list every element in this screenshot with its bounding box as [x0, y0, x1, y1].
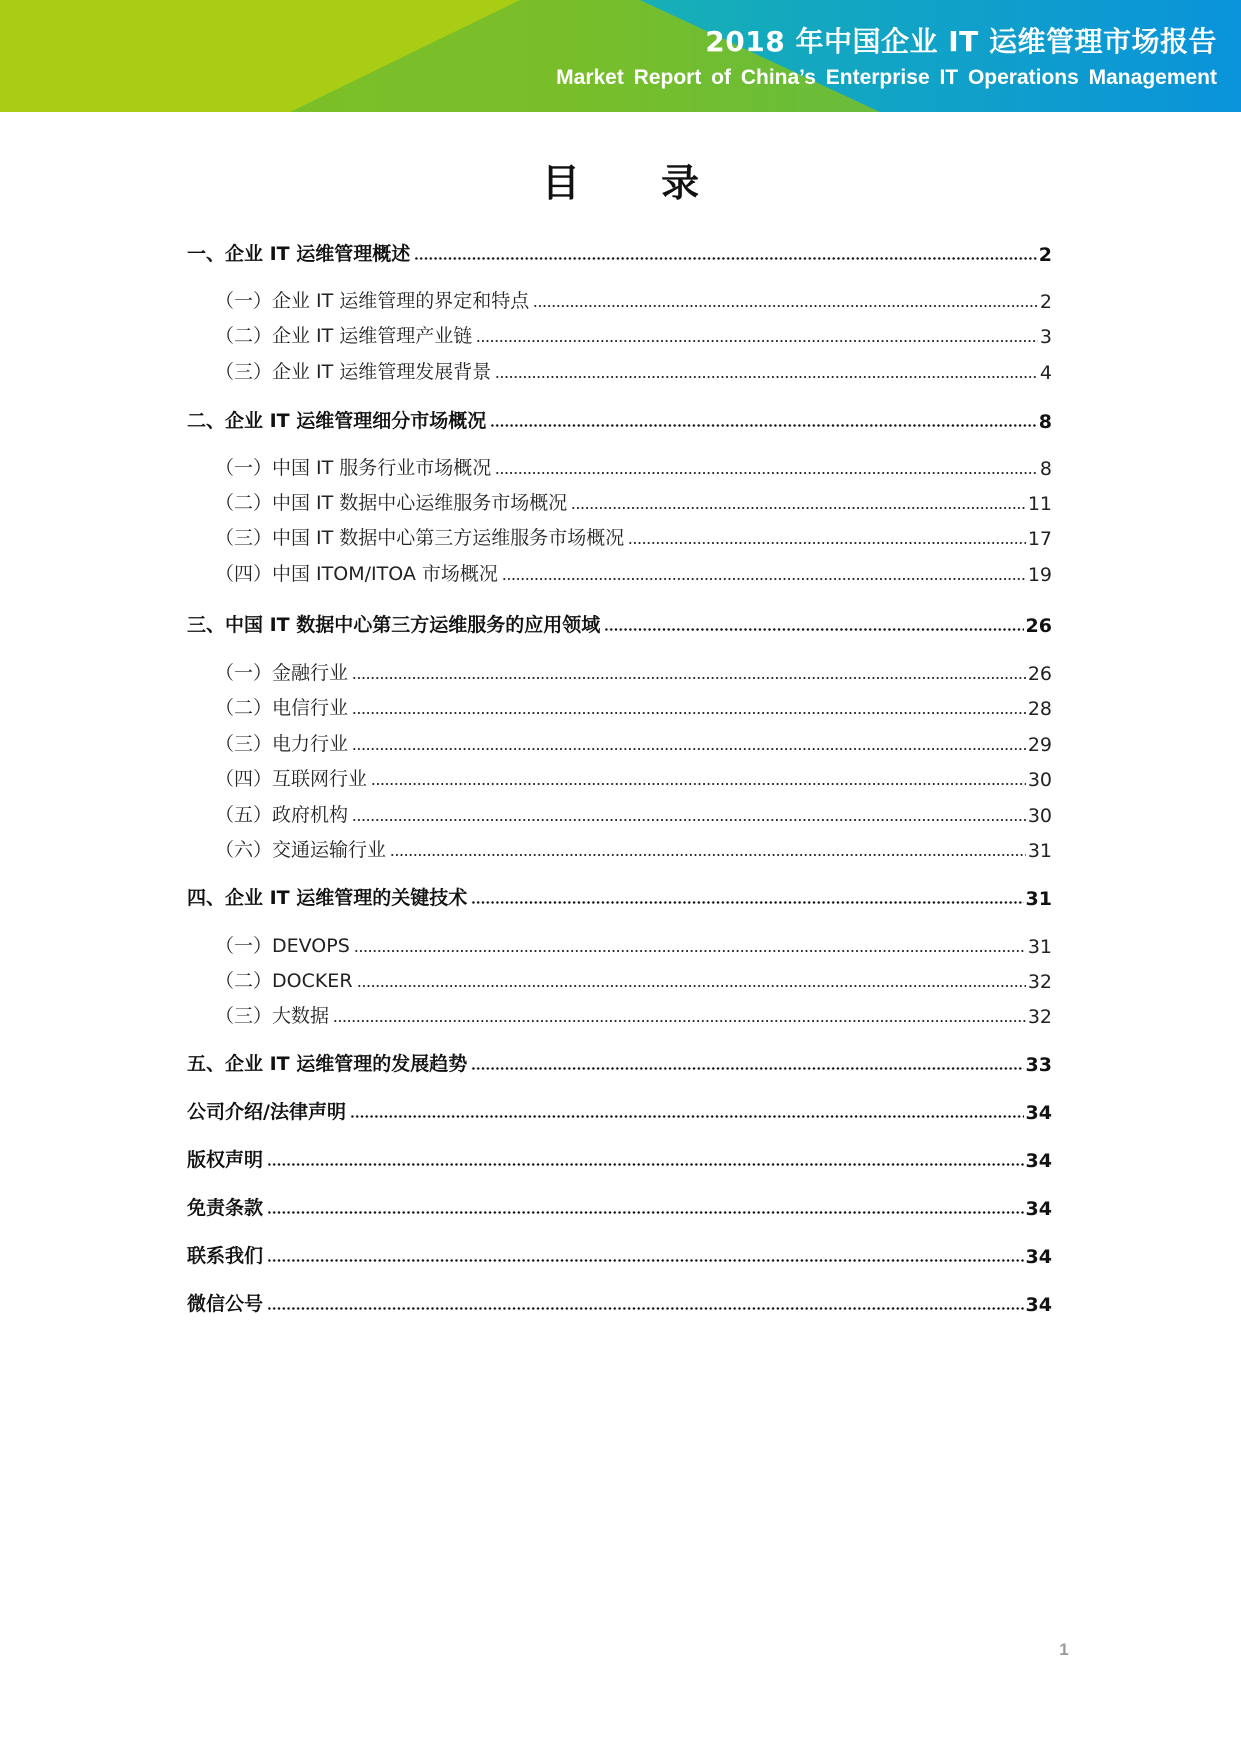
toc-entry-page: 2	[1038, 244, 1052, 266]
toc-entry-label: 微信公号	[187, 1293, 264, 1315]
toc-entry-label: （一）DEVOPS	[215, 935, 350, 957]
toc-entry-label: （五）政府机构	[215, 804, 349, 826]
toc-entry-section[interactable]	[187, 1046, 1052, 1076]
toc-entry-page: 30	[1027, 769, 1052, 791]
toc-entry-page: 31	[1027, 840, 1052, 862]
toc-dot-leader	[571, 507, 1026, 509]
toc-entry-label: （三）企业 IT 运维管理发展背景	[215, 361, 492, 383]
toc-entry-label: （二）企业 IT 运维管理产业链	[215, 325, 473, 347]
toc-entry-page: 30	[1027, 805, 1052, 827]
toc-dot-leader	[495, 472, 1038, 474]
toc-dot-leader	[352, 748, 1026, 750]
toc-entry-label: （六）交通运输行业	[215, 839, 387, 861]
toc-entry-label: 二、企业 IT 运维管理细分市场概况	[187, 410, 487, 432]
toc-entry-label: （二）DOCKER	[215, 970, 353, 992]
toc-entry-page: 17	[1027, 528, 1052, 550]
toc-entry-page: 34	[1025, 1150, 1052, 1172]
toc-entry-label: （一）企业 IT 运维管理的界定和特点	[215, 290, 530, 312]
toc-entry-subsection[interactable]	[215, 761, 1052, 791]
toc-entry-page: 26	[1027, 663, 1052, 685]
toc-dot-leader	[352, 677, 1026, 679]
toc-entry-section[interactable]	[187, 236, 1052, 266]
toc-dot-leader	[471, 1067, 1023, 1070]
toc-entry-section[interactable]	[187, 1142, 1052, 1172]
toc-entry-label: （三）电力行业	[215, 733, 349, 755]
toc-entry-label: 五、企业 IT 运维管理的发展趋势	[187, 1053, 468, 1075]
toc-dot-leader	[628, 542, 1026, 544]
toc-entry-label: 三、中国 IT 数据中心第三方运维服务的应用领域	[187, 614, 601, 636]
toc-dot-leader	[490, 424, 1037, 427]
page-number: 1	[1059, 1640, 1069, 1659]
toc-entry-page: 4	[1039, 362, 1052, 384]
toc-entry-subsection[interactable]	[215, 318, 1052, 348]
toc-entry-label: （三）大数据	[215, 1005, 330, 1027]
toc-entry-label: 四、企业 IT 运维管理的关键技术	[187, 887, 468, 909]
toc-entry-page: 2	[1039, 291, 1052, 313]
toc-entry-label: （一）中国 IT 服务行业市场概况	[215, 457, 492, 479]
toc-entry-label: 一、企业 IT 运维管理概述	[187, 243, 411, 265]
toc-heading: 目 录	[541, 161, 734, 205]
toc-entry-label: （四）互联网行业	[215, 768, 368, 790]
toc-entry-label: （二）中国 IT 数据中心运维服务市场概况	[215, 492, 568, 514]
toc-dot-leader	[357, 985, 1026, 987]
toc-dot-leader	[476, 340, 1038, 342]
toc-entry-page: 34	[1025, 1102, 1052, 1124]
toc-entry-subsection[interactable]	[215, 928, 1052, 958]
toc-entry-page: 34	[1025, 1294, 1052, 1316]
toc-entry-subsection[interactable]	[215, 283, 1052, 313]
toc-entry-section[interactable]	[187, 607, 1052, 637]
toc-entry-label: 联系我们	[187, 1245, 264, 1267]
toc-entry-page: 29	[1027, 734, 1052, 756]
toc-entry-label: （四）中国 ITOM/ITOA 市场概况	[215, 563, 498, 585]
toc-entry-label: 公司介绍/法律声明	[187, 1101, 346, 1123]
toc-entry-subsection[interactable]	[215, 726, 1052, 756]
toc-entry-page: 19	[1027, 564, 1052, 586]
toc-dot-leader	[350, 1115, 1024, 1118]
toc-entry-page: 34	[1025, 1246, 1052, 1268]
toc-entry-section[interactable]	[187, 1286, 1052, 1316]
toc-entry-page: 11	[1027, 493, 1052, 515]
toc-entry-label: （三）中国 IT 数据中心第三方运维服务市场概况	[215, 527, 625, 549]
toc-entry-subsection[interactable]	[215, 520, 1052, 550]
toc-dot-leader	[371, 783, 1026, 785]
toc-entry-page: 32	[1027, 1006, 1052, 1028]
toc-entry-page: 31	[1025, 888, 1052, 910]
toc-entry-subsection[interactable]	[215, 797, 1052, 827]
toc-entry-label: 免责条款	[187, 1197, 264, 1219]
toc-dot-leader	[495, 376, 1038, 378]
toc-entry-page: 32	[1027, 971, 1052, 993]
toc-entry-subsection[interactable]	[215, 485, 1052, 515]
toc-dot-leader	[354, 950, 1026, 952]
toc-entry-subsection[interactable]	[215, 450, 1052, 480]
toc-dot-leader	[414, 257, 1037, 260]
report-title: 2018 年中国企业 IT 运维管理市场报告	[705, 25, 1217, 58]
toc-entry-page: 34	[1025, 1198, 1052, 1220]
toc-entry-page: 31	[1027, 936, 1052, 958]
toc-entry-subsection[interactable]	[215, 354, 1052, 384]
toc-entry-page: 3	[1039, 326, 1052, 348]
toc-dot-leader	[267, 1307, 1024, 1310]
toc-dot-leader	[333, 1020, 1026, 1022]
toc-entry-label: （一）金融行业	[215, 662, 349, 684]
toc-dot-leader	[267, 1259, 1024, 1262]
toc-entry-page: 8	[1039, 458, 1052, 480]
toc-entry-page: 28	[1027, 698, 1052, 720]
toc-entry-page: 8	[1038, 411, 1052, 433]
toc-entry-section[interactable]	[187, 1238, 1052, 1268]
toc-entry-section[interactable]	[187, 403, 1052, 433]
toc-entry-page: 26	[1025, 615, 1052, 637]
toc-entry-subsection[interactable]	[215, 832, 1052, 862]
toc-dot-leader	[267, 1211, 1024, 1214]
toc-dot-leader	[352, 712, 1026, 714]
toc-entry-section[interactable]	[187, 880, 1052, 910]
toc-entry-label: （二）电信行业	[215, 697, 349, 719]
toc-entry-subsection[interactable]	[215, 963, 1052, 993]
toc-dot-leader	[471, 901, 1023, 904]
toc-entry-section[interactable]	[187, 1190, 1052, 1220]
toc-entry-subsection[interactable]	[215, 998, 1052, 1028]
report-subtitle: Market Report of China’s Enterprise IT Operations Management	[556, 66, 1217, 89]
toc-entry-section[interactable]	[187, 1094, 1052, 1124]
toc-dot-leader	[533, 305, 1038, 307]
toc-dot-leader	[267, 1163, 1024, 1166]
toc-entry-page: 33	[1025, 1054, 1052, 1076]
toc-dot-leader	[352, 819, 1026, 821]
toc-entry-label: 版权声明	[187, 1149, 264, 1171]
toc-entry-subsection[interactable]	[215, 690, 1052, 720]
toc-entry-subsection[interactable]	[215, 556, 1052, 586]
toc-dot-leader	[604, 628, 1023, 631]
toc-dot-leader	[390, 854, 1026, 856]
toc-dot-leader	[502, 578, 1026, 580]
toc-entry-subsection[interactable]	[215, 655, 1052, 685]
header-banner	[0, 0, 1241, 112]
